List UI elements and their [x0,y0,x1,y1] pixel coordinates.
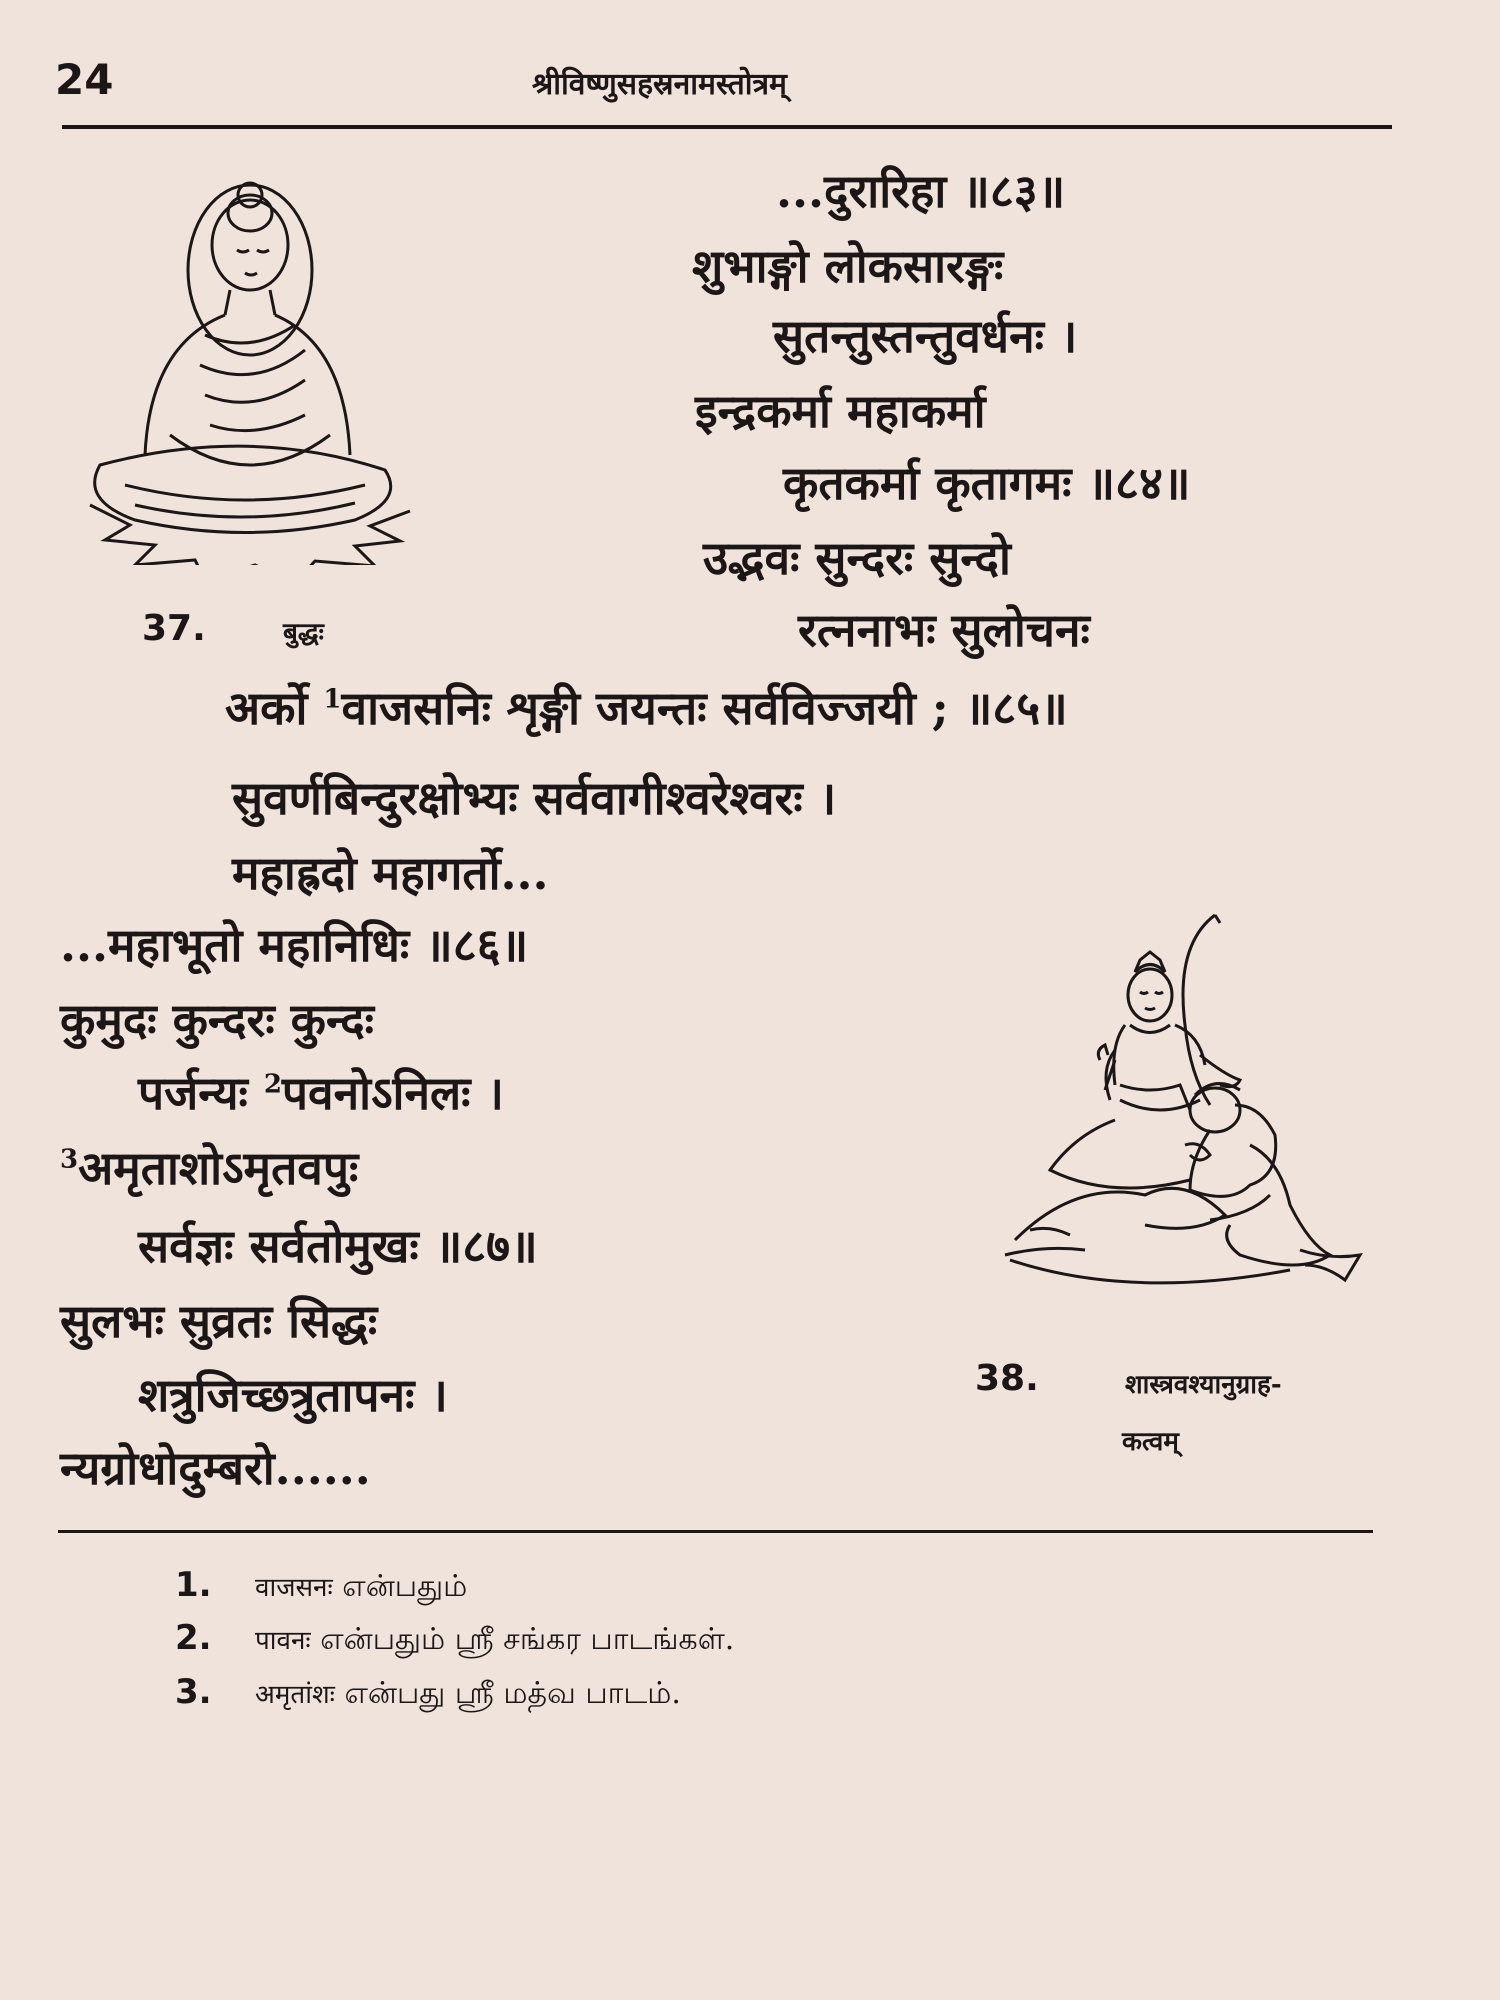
footnote-tamil: என்பதும் ஸ்ரீ சங்கர பாடங்கள். [320,1622,735,1657]
header-rule [62,125,1392,129]
verse-line: कुमुदः कुन्दरः कुन्दः [60,993,374,1047]
verse-line: रत्ननाभः सुलोचनः [798,603,1090,657]
footnote-number: 3. [175,1672,212,1712]
figure-38-caption-line1: शास्त्रवश्यानुग्राह- [1125,1370,1282,1400]
verse-line: ...दुरारिहा ॥८३॥ [776,164,1066,218]
footnote-ref: 3 [60,1144,79,1175]
verse-line: इन्द्रकर्मा महाकर्मा [695,384,986,438]
verse-line: सुतन्तुस्तन्तुवर्धनः । [773,309,1078,363]
footnote [175,1672,681,1715]
buddha-illustration [85,165,415,565]
footnote-number: 2. [175,1618,212,1658]
footnote-sanskrit: अमृतांशः [255,1680,335,1710]
verse-line: महाह्रदो महागर्तो... [232,846,549,900]
page-number: 24 [55,55,114,104]
footnote-tamil: என்பதும் [342,1569,468,1604]
verse-line: न्यग्रोधोदुम्बरो...... [60,1441,371,1495]
verse-text: पवनोऽनिलः । [281,1066,504,1120]
verse-line: कृतकर्मा कृतागमः ॥८४॥ [783,456,1191,510]
verse-line: शत्रुजिच्छत्रुतापनः । [138,1368,448,1422]
footnote-number: 1. [175,1565,212,1605]
footnote-ref: 1 [323,684,342,715]
verse-line [225,681,1068,735]
verse-text: पर्जन्यः [138,1066,264,1120]
footnote [175,1565,467,1608]
verse-line: उद्भवः सुन्दरः सुन्दो [703,531,1011,585]
verse-text: अमृताशोऽमृतवपुः [78,1141,359,1195]
verse-line: सुलभः सुव्रतः सिद्धः [60,1294,378,1348]
figure-37-caption: बुद्धः [283,618,324,648]
figure-38-number: 38. [975,1358,1039,1399]
running-title: श्रीविष्णुसहस्रनामस्तोत्रम् [532,67,787,102]
footnote-tamil: என்பது ஸ்ரீ மத்வ பாடம். [344,1676,681,1711]
footnote-ref: 2 [263,1069,282,1100]
verse-text: वाजसनिः शृङ्गी जयन्तः सर्वविज्जयी ; ॥८५॥ [341,681,1068,735]
footnote-sanskrit: पावनः [255,1626,311,1656]
verse-line: सर्वज्ञः सर्वतोमुखः ॥८७॥ [138,1219,538,1273]
figure-38-caption-line2: कत्वम् [1122,1427,1179,1457]
verse-line: सुवर्णबिन्दुरक्षोभ्यः सर्ववागीश्वरेश्वरः । [232,771,837,825]
verse-line: ...महाभूतो महानिधिः ॥८६॥ [60,918,529,972]
footnote-rule [58,1530,1373,1533]
figure-37-number: 37. [142,608,206,649]
verse-line: शुभाङ्गो लोकसारङ्गः [692,239,1004,293]
verse-line [60,1141,359,1195]
verse-text: अर्को [225,681,324,735]
rama-illustration [1000,910,1390,1330]
footnote [175,1618,734,1661]
verse-line [138,1066,504,1120]
footnote-sanskrit: वाजसनः [255,1573,333,1603]
